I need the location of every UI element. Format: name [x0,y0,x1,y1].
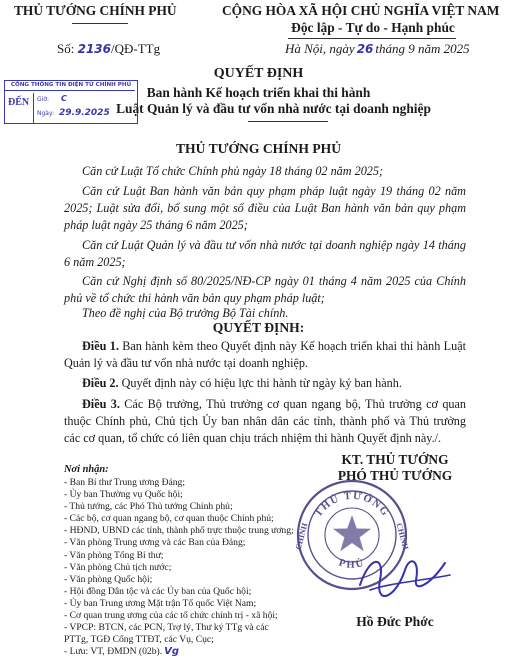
signature-line-1: KT. THỦ TƯỚNG [341,452,449,467]
motto-underline [288,38,456,39]
date-suffix: tháng 9 năm 2025 [375,41,470,56]
preamble-item: Theo đề nghị của Bộ trưởng Bộ Tài chính. [82,306,289,320]
article-text: Ban hành kèm theo Quyết định này Kế hoạch triển khai thi hành Luật Quản lý và đầu tư vốn nhà nước tại doanh nghiệp. [64,339,466,370]
signer-name: Hồ Đức Phớc [356,614,434,629]
stamp-hour-label: Giờ: [37,96,50,103]
recipient-item: - Văn phòng Trung ương và các Ban của Đảng; [64,537,246,549]
recipient-item: - Văn phòng Chủ tịch nước; [64,561,172,573]
doc-number-handwritten: 2136 [77,42,111,56]
recipient-item: - VPCP: BTCN, các PCN, Trợ lý, Thư ký TTg và các [64,622,269,634]
article-3 [64,396,466,447]
seal-left-text: CHÍNH [293,522,310,551]
article-1 [64,338,466,372]
issuing-authority: THỦ TƯỚNG CHÍNH PHỦ [14,3,177,18]
document-subject-line-2: Luật Quản lý và đầu tư vốn nhà nước tại doanh nghiệp [116,101,431,116]
preamble-item: Căn cứ Luật Ban hành văn bản quy phạm pháp luật ngày 19 tháng 02 năm 2025; Luật sửa đổi, bổ sung một số điều của Luật Ban hành văn bản quy phạm pháp luật ngày 25 tháng 6 năm 2025; [64,184,466,232]
article-label: Điều 2. [82,376,119,390]
date-prefix: Hà Nội, ngày [285,41,355,56]
national-motto: Độc lập - Tự do - Hạnh phúc [291,20,455,35]
date-day-handwritten: 26 [356,42,374,56]
recipient-item: - Các bộ, cơ quan ngang bộ, cơ quan thuộc Chính phủ; [64,513,274,525]
recipient-item: - Văn phòng Quốc hội; [64,573,153,585]
stamp-org: CỔNG THÔNG TIN ĐIỆN TỬ CHÍNH PHỦ [10,82,132,88]
recipient-item: - Ban Bí thư Trung ương Đảng; [64,477,186,488]
national-title: CỘNG HÒA XÃ HỘI CHỦ NGHĨA VIỆT NAM [222,3,500,18]
signature-line-2: PHÓ THỦ TƯỚNG [337,468,453,483]
article-2 [64,375,466,392]
recipient-item: - Văn phòng Tổng Bí thư; [64,549,164,561]
document-subject-line-1: Ban hành Kế hoạch triển khai thi hành [146,85,371,100]
stamp-date-handwritten: 29.9.2025 [59,108,110,118]
article-label: Điều 1. [82,339,119,353]
document-date [285,41,470,57]
seal-bottom-text: PHỦ [337,557,367,571]
stamp-den: ĐẾN [8,97,30,108]
stamp-hour-handwritten: C [60,94,67,103]
recipients-title: Nơi nhận: [64,464,109,475]
seal-top-text: THỦ TƯỚNG [312,490,392,520]
recipient-item: PTTg, TGĐ Cổng TTĐT, các Vụ, Cục; [64,634,214,646]
recipient-item: - Ủy ban Trung ương Mặt trận Tổ quốc Việt Nam; [64,597,257,609]
enacting-authority: THỦ TƯỚNG CHÍNH PHỦ [175,141,342,156]
stamp-date-label: Ngày: [37,110,55,117]
recipient-initials-handwritten: Vg [164,646,180,658]
preamble-item: Căn cứ Luật Tổ chức Chính phủ ngày 18 tháng 02 năm 2025; [82,164,384,178]
recipient-item: - Thủ tướng, các Phó Thủ tướng Chính phủ; [64,501,233,513]
recipients-list [64,477,314,658]
article-text: Các Bộ trưởng, Thủ trưởng cơ quan ngang bộ, Thủ trưởng cơ quan thuộc Chính phủ, Chủ tịch Ủy ban nhân dân các tỉnh, thành phố và Thủ trưởng các cơ quan, tổ chức có liên quan chịu trách nhiệm thi hành Quyết định này./. [64,397,467,445]
article-text: Quyết định này có hiệu lực thi hành từ ngày ký ban hành. [121,376,402,390]
doc-number-prefix: Số: [57,41,75,56]
article-label: Điều 3. [82,397,120,411]
document-type-title: QUYẾT ĐỊNH [213,66,304,81]
seal-right-text: CHÍNH [394,522,411,551]
authority-underline [72,23,128,24]
preamble-item: Căn cứ Luật Quản lý và đầu tư vốn nhà nước tại doanh nghiệp ngày 14 tháng 6 năm 2025; [64,238,466,269]
recipient-item: - Ủy ban Thường vụ Quốc hội; [64,489,183,501]
recipient-item-text: - Lưu: VT, ĐMDN (02b). [64,646,163,658]
handwritten-signature [350,545,460,605]
recipient-item: - Cơ quan trung ương của các tổ chức chính trị - xã hội; [64,610,278,622]
recipient-item: - HĐND, UBND các tỉnh, thành phố trực thuộc trung ương; [64,525,294,537]
subject-underline [248,121,328,122]
recipient-item [64,646,314,658]
doc-number-suffix: /QĐ-TTg [111,41,161,56]
recipient-item: - Hội đồng Dân tộc và các Ủy ban của Quốc hội; [64,585,252,597]
document-number [57,41,160,57]
decides-heading: QUYẾT ĐỊNH: [212,320,305,335]
preamble-item: Căn cứ Nghị định số 80/2025/NĐ-CP ngày 01 tháng 4 năm 2025 của Chính phủ về tổ chức thi hành văn bản quy phạm pháp luật; [64,274,466,305]
